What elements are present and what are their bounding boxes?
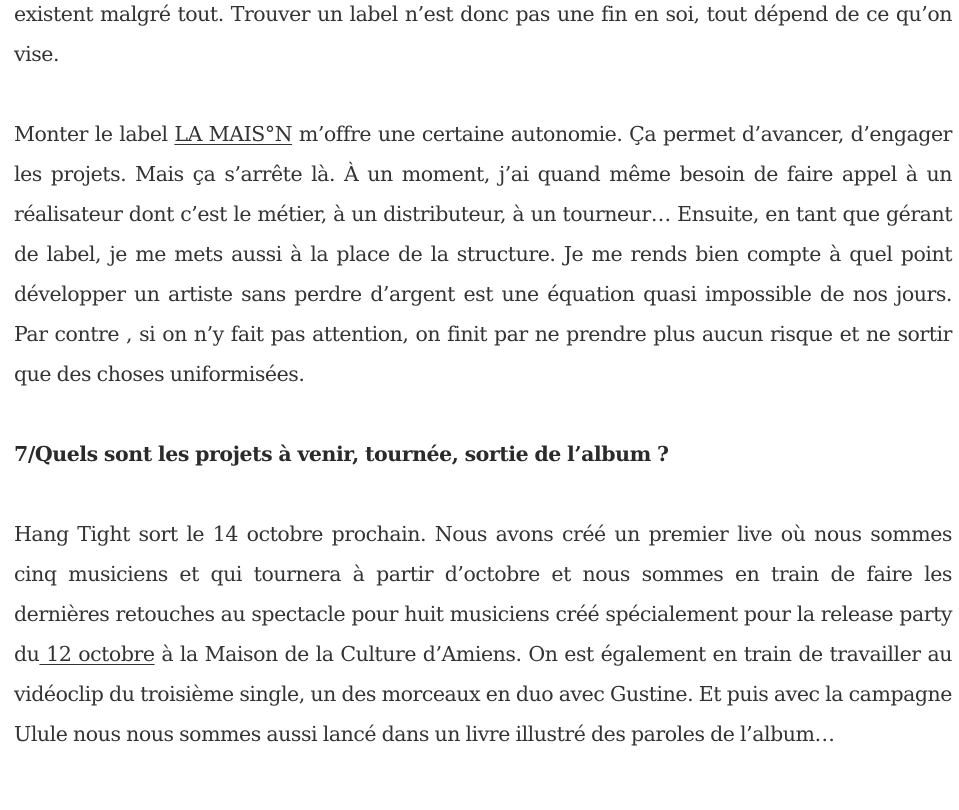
paragraph-intro xyxy=(14,0,952,74)
paragraph-projects xyxy=(14,514,952,754)
paragraph-label-text-end: m’offre une certaine autonomie. Ça permet d’avancer, d’engager les projets. Mais ça s’arrête là. À un moment, j’ai quand même besoin de faire appel à un réalisateur dont c’est le métier, à un distributeur, à un tourneur… Ensuite, en tant que gérant de label, je me mets aussi à la place de la structure. Je me rends bien compte à quel point développer un artiste sans perdre d’argent est une équation quasi impossible de nos jours. Par contre , si on n’y fait pas attention, on finit par ne prendre plus aucun risque et ne sortir que des choses uniformisées. xyxy=(14,122,952,386)
paragraph-projects-text-start: Hang Tight sort le 14 octobre prochain. Nous avons créé un premier live où nous sommes cinq musiciens et qui tournera à partir d’octobre et nous sommes en train de faire les dernières retouches au spectacle pour huit musiciens créé spécialement pour la release party du xyxy=(14,522,952,666)
interview-question-7: 7/Quels sont les projets à venir, tournée, sortie de l’album ? xyxy=(14,442,669,466)
release-date-link[interactable]: 12 octobre xyxy=(39,642,155,666)
paragraph-label-text-start: Monter le label xyxy=(14,122,175,146)
article-body xyxy=(14,0,952,794)
paragraph-intro-text: existent malgré tout. Trouver un label n’est donc pas une fin en soi, tout dépend de ce qu’on vise. xyxy=(14,2,952,66)
paragraph-label xyxy=(14,114,952,394)
la-maison-label-link[interactable]: LA MAIS°N xyxy=(174,122,293,146)
paragraph-projects-text-end: à la Maison de la Culture d’Amiens. On est également en train de travailler au vidéoclip du troisième single, un des morceaux en duo avec Gustine. Et puis avec la campagne Ulule nous nous sommes aussi lancé dans un livre illustré des paroles de l’album… xyxy=(14,642,952,746)
